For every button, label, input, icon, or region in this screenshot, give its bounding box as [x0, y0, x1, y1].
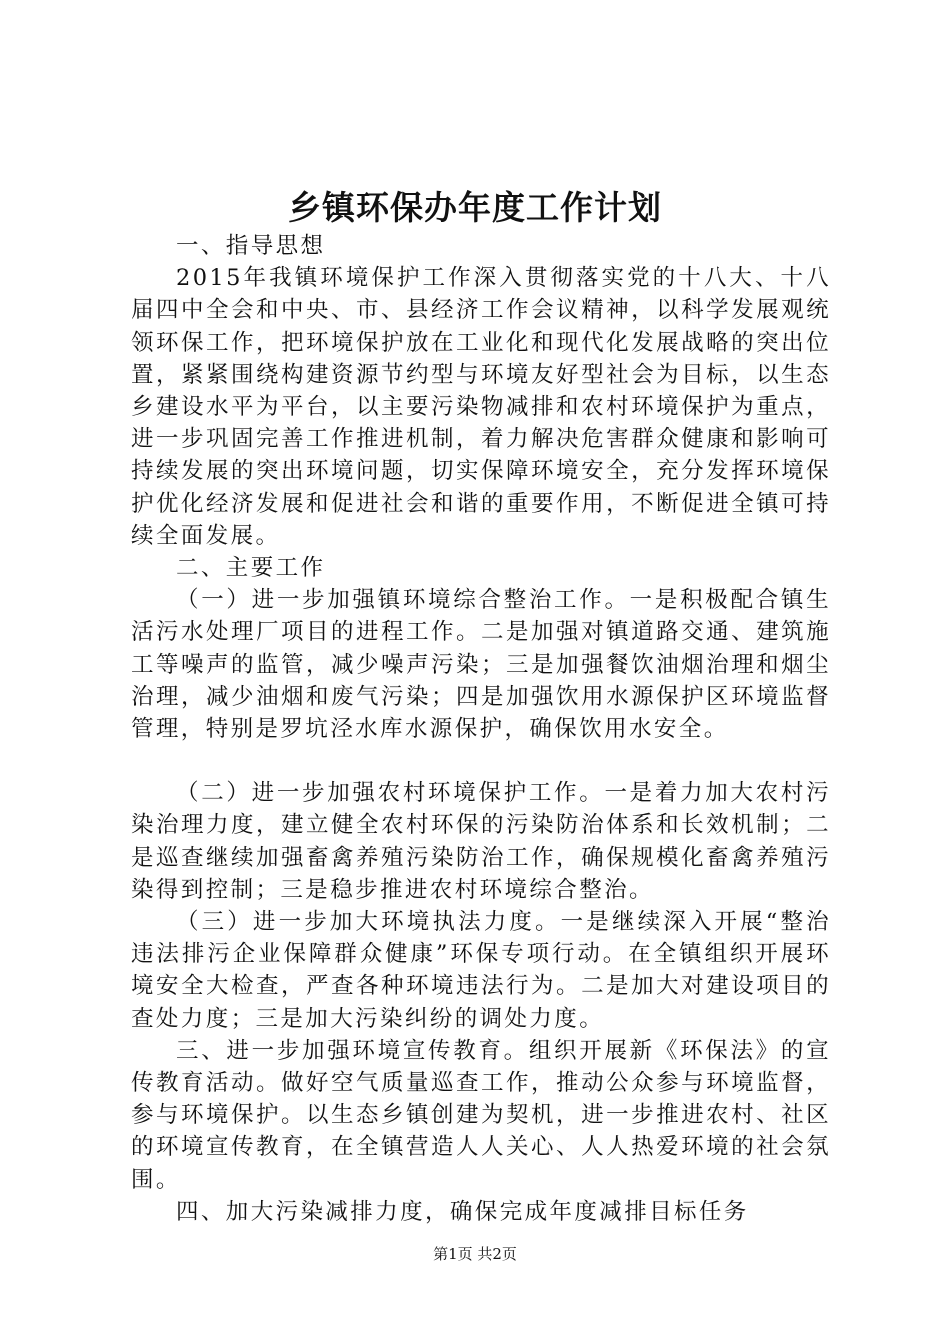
paragraph-section-3: 三、进一步加强环境宣传教育。组织开展新《环保法》的宣传教育活动。做好空气质量巡查工作，推动公众参与环境监督，参与环境保护。以生态乡镇创建为契机，进一步推进农村、社区的环境宣传教育，在全镇营造人人关心、人人热爱环境的社会氛围。 — [131, 1037, 831, 1193]
section-heading-main-work: 二、主要工作 — [176, 555, 326, 582]
paragraph-guiding-thought: 2015年我镇环境保护工作深入贯彻落实党的十八大、十八届四中全会和中央、市、县经济工作会议精神，以科学发展观统领环保工作，把环境保护放在工业化和现代化发展战略的突出位置，紧紧围绕构建资源节约型与环境友好型社会为目标，以生态乡建设水平为平台，以主要污染物减排和农村环境保护为重点，进一步巩固完善工作推进机制，着力解决危害群众健康和影响可持续发展的突出环境问题，切实保障环境安全，充分发挥环境保护优化经济发展和促进社会和谐的重要作用，不断促进全镇可持续全面发展。 — [131, 265, 831, 549]
paragraph-work-item-3: （三）进一步加大环境执法力度。一是继续深入开展“整治违法排污企业保障群众健康”环保专项行动。在全镇组织开展环境安全大检查，严查各种环境违法行为。二是加大对建设项目的查处力度；三是加大污染纠纷的调处力度。 — [131, 909, 831, 1032]
document-title: 乡镇环保办年度工作计划 — [288, 188, 662, 227]
section-heading-guiding-thought: 一、指导思想 — [176, 233, 326, 259]
document-body — [131, 230, 831, 1228]
section-heading-4: 四、加大污染减排力度，确保完成年度减排目标任务 — [176, 1198, 749, 1225]
paragraph-work-item-1: （一）进一步加强镇环境综合整治工作。一是积极配合镇生活污水处理厂项目的进程工作。二是加强对镇道路交通、建筑施工等噪声的监管，减少噪声污染；三是加强餐饮油烟治理和烟尘治理，减少油烟和废气污染；四是加强饮用水源保护区环境监督管理，特别是罗坑泾水库水源保护，确保饮用水安全。 — [131, 587, 831, 743]
page-footer: 第1页 共2页 — [433, 1245, 517, 1263]
paragraph-work-item-2: （二）进一步加强农村环境保护工作。一是着力加大农村污染治理力度，建立健全农村环保的污染防治体系和长效机制；二是巡查继续加强畜禽养殖污染防治工作，确保规模化畜禽养殖污染得到控制；三是稳步推进农村环境综合整治。 — [131, 780, 831, 903]
